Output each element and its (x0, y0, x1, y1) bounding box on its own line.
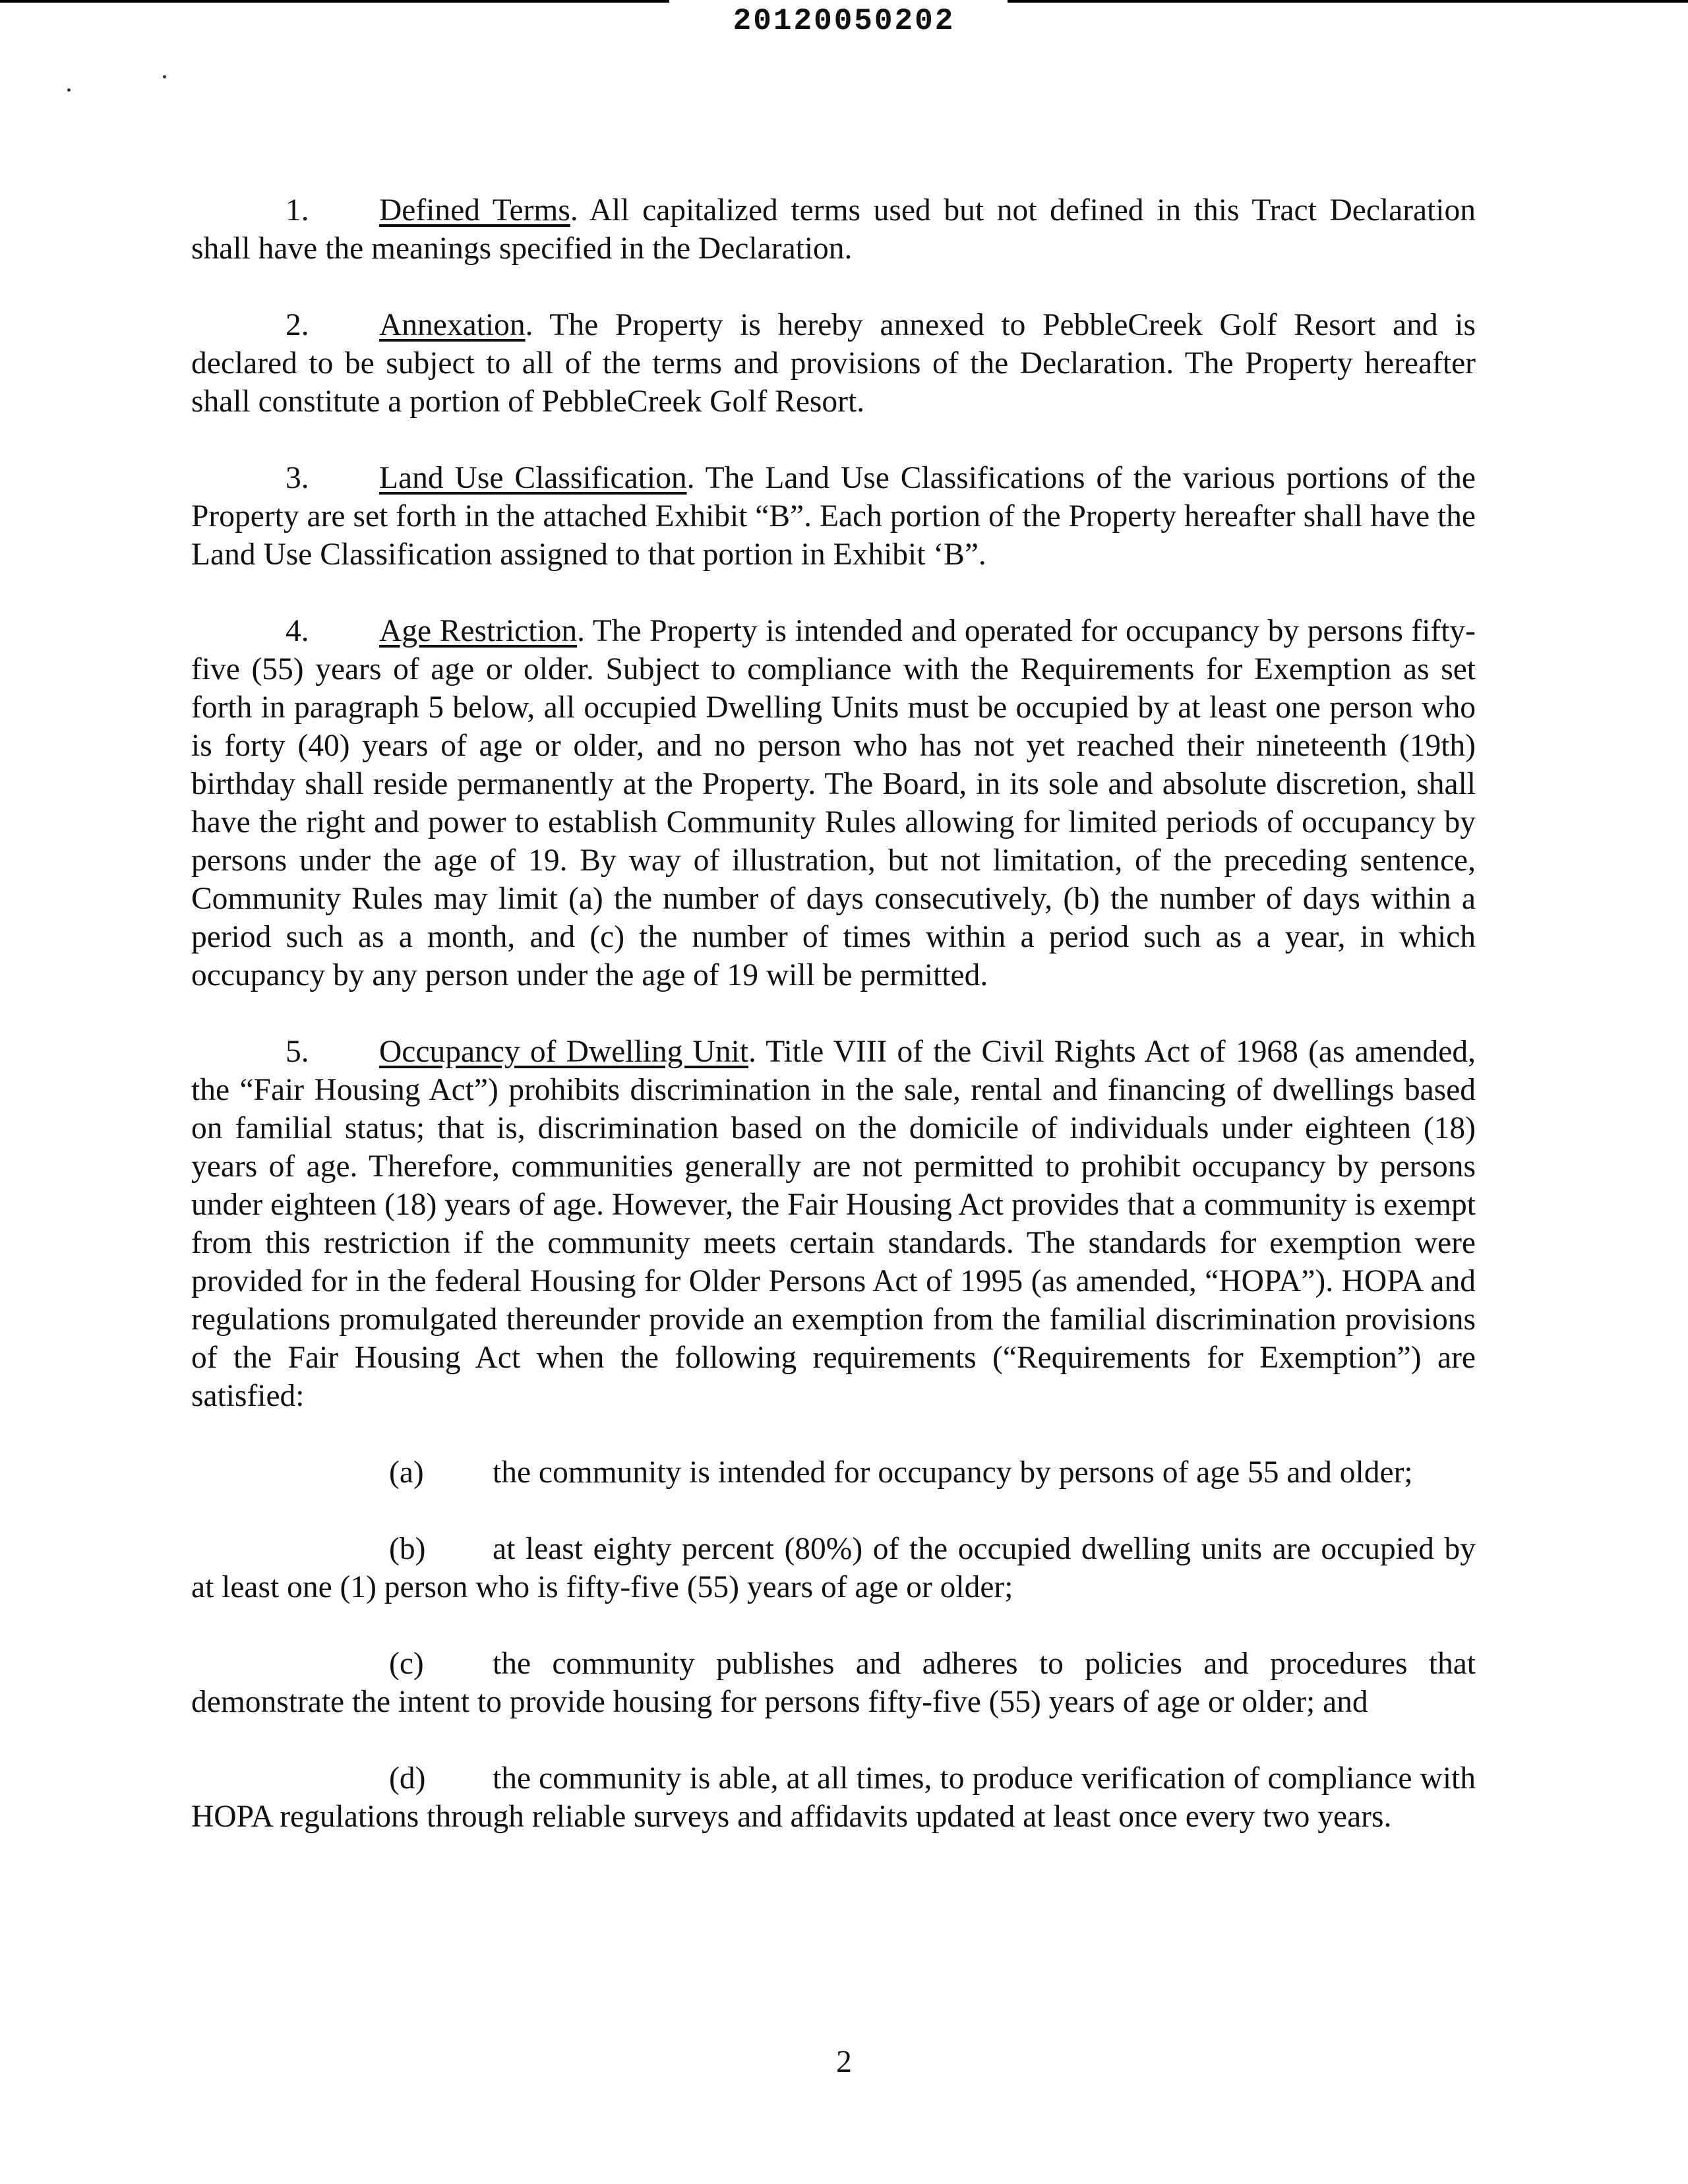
requirement-item (191, 1530, 1476, 1606)
paragraph-heading: Defined Terms (379, 193, 570, 228)
requirement-item (191, 1759, 1476, 1836)
requirement-text: at least eighty percent (80%) of the occupied dwelling units are occupied by at least one (1) person who is fifty-five (55) years of age or older; (191, 1532, 1476, 1604)
requirement-item (191, 1645, 1476, 1721)
requirement-label: (a) (389, 1455, 424, 1490)
requirement-item (191, 1453, 1476, 1492)
scan-speck (163, 75, 166, 78)
paragraph-number: 1. (286, 193, 309, 228)
requirement-label: (c) (389, 1647, 424, 1681)
requirement-text: the community publishes and adheres to policies and procedures that demonstrate the intent to provide housing for persons fifty-five (55) years of age or older; and (191, 1647, 1476, 1719)
paragraph-land-use-classification (191, 459, 1476, 574)
paragraph-number: 3. (286, 461, 309, 495)
paragraph-number: 2. (286, 308, 309, 342)
paragraph-text: . All capitalized terms used but not defined in this Tract Declaration shall have the meanings specified in the Declaration. (191, 193, 1476, 266)
paragraph-age-restriction (191, 612, 1476, 994)
paragraph-number: 4. (286, 614, 309, 648)
paragraph-annexation (191, 306, 1476, 421)
paragraph-heading: Age Restriction (379, 614, 578, 648)
paragraph-text: . Title VIII of the Civil Rights Act of 1968 (as amended, the “Fair Housing Act”) prohibits discrimination in the sale, rental and financing of dwellings based on familial status; that is, discrimination based on the domicile of individuals under eighteen (18) years of age. Therefore, communities generally are not permitted to prohibit occupancy by persons under eighteen (18) years of age. However, the Fair Housing Act provides that a community is exempt from this restriction if the community meets certain standards. The standards for exemption were provided for in the federal Housing for Older Persons Act of 1995 (as amended, “HOPA”). HOPA and regulations promulgated thereunder provide an exemption from the familial discrimination provisions of the Fair Housing Act when the following requirements (“Requirements for Exemption”) are satisfied: (191, 1035, 1476, 1413)
paragraph-occupancy-of-dwelling-unit (191, 1033, 1476, 1415)
paragraph-number: 5. (286, 1035, 309, 1069)
paragraph-heading: Land Use Classification (379, 461, 687, 495)
page-number: 2 (836, 2045, 852, 2079)
requirement-label: (b) (389, 1532, 426, 1566)
document-number: 20120050202 (733, 4, 955, 38)
scan-speck (67, 88, 71, 92)
paragraph-defined-terms (191, 191, 1476, 268)
paragraph-text: . The Land Use Classifications of the various portions of the Property are set forth in the attached Exhibit “B”. Each portion of the Property hereafter shall have the Land Use Classification assigned to that portion in Exhibit ‘B”. (191, 461, 1476, 572)
requirement-label: (d) (389, 1761, 426, 1796)
paragraph-heading: Occupancy of Dwelling Unit (379, 1035, 749, 1069)
paragraph-text: . The Property is hereby annexed to PebbleCreek Golf Resort and is declared to be subject to all of the terms and provisions of the Declaration. The Property hereafter shall constitute a portion of PebbleCreek Golf Resort. (191, 308, 1476, 419)
requirement-text: the community is able, at all times, to produce verification of compliance with HOPA regulations through reliable surveys and affidavits updated at least once every two years. (191, 1761, 1476, 1834)
top-border-right (1008, 0, 1688, 3)
paragraph-text: . The Property is intended and operated for occupancy by persons fifty-five (55) years of age or older. Subject to compliance with the Requirements for Exemption as set forth in paragraph 5 below, all occupied Dwelling Units must be occupied by at least one person who is forty (40) years of age or older, and no person who has not yet reached their nineteenth (19th) birthday shall reside permanently at the Property. The Board, in its sole and absolute discretion, shall have the right and power to establish Community Rules allowing for limited periods of occupancy by persons under the age of 19. By way of illustration, but not limitation, of the preceding sentence, Community Rules may limit (a) the number of days consecutively, (b) the number of days within a period such as a month, and (c) the number of times within a period such as a year, in which occupancy by any person under the age of 19 will be permitted. (191, 614, 1476, 992)
requirement-text: the community is intended for occupancy by persons of age 55 and older; (493, 1455, 1413, 1490)
top-border-left (0, 0, 669, 3)
paragraph-heading: Annexation (379, 308, 526, 342)
document-body (191, 191, 1476, 1874)
